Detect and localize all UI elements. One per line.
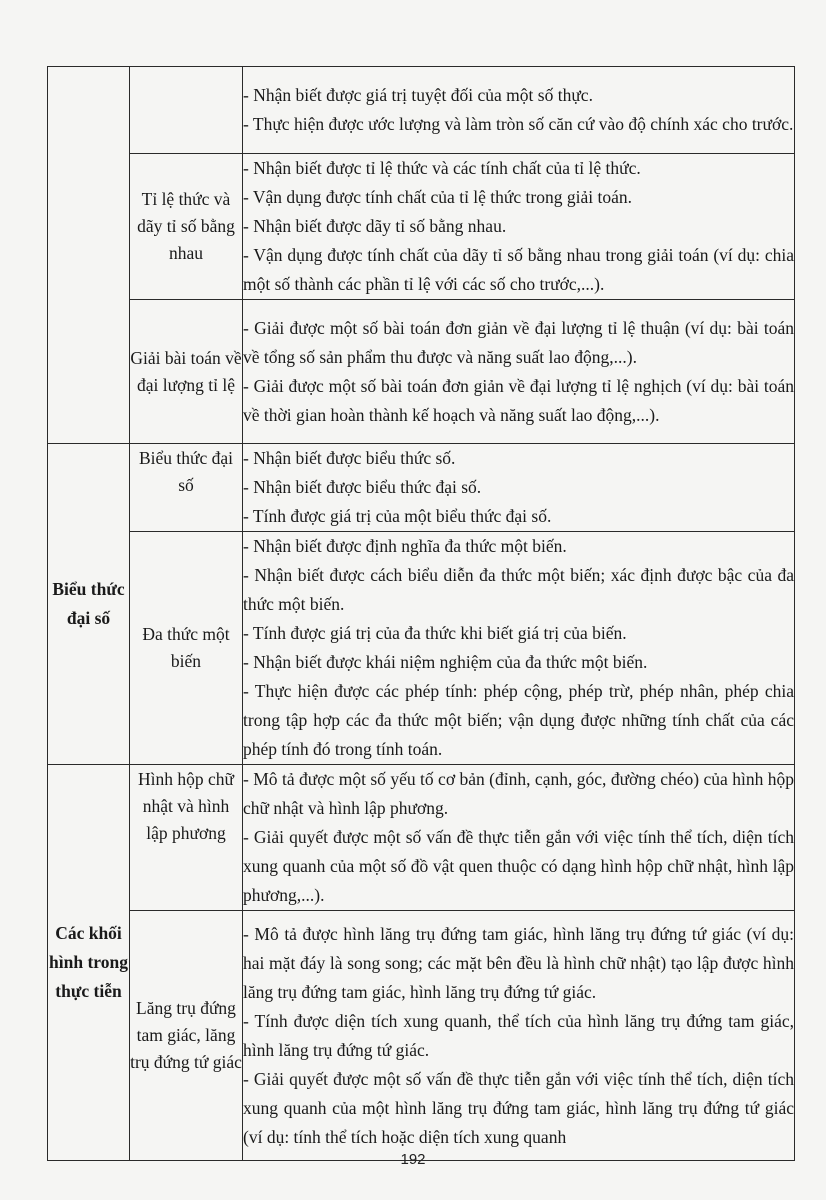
requirements-cell xyxy=(243,911,795,1161)
requirement-item: - Nhận biết được khái niệm nghiệm của đa thức một biến. xyxy=(243,652,648,672)
requirement-item: - Vận dụng được tính chất của dãy tỉ số bằng nhau trong giải toán (ví dụ: chia một số thành các phần tỉ lệ với các số cho trước,...). xyxy=(243,245,794,294)
requirements-cell xyxy=(243,154,795,300)
requirement-item: - Nhận biết được định nghĩa đa thức một biến. xyxy=(243,536,567,556)
page-number: 192 xyxy=(400,1151,426,1168)
table-row xyxy=(48,67,795,154)
topic-cell: Hình hộp chữ nhật và hình lập phương xyxy=(130,765,243,911)
requirement-item: - Nhận biết được dãy tỉ số bằng nhau. xyxy=(243,216,507,236)
table-row xyxy=(48,444,795,532)
requirements-cell xyxy=(243,765,795,911)
requirement-item: - Vận dụng được tính chất của tỉ lệ thức trong giải toán. xyxy=(243,187,632,207)
table-row xyxy=(48,765,795,911)
table-row xyxy=(48,911,795,1161)
requirements-cell xyxy=(243,67,795,154)
requirement-item: - Giải quyết được một số vấn đề thực tiễn gắn với việc tính thể tích, diện tích xung quanh của một hình lăng trụ đứng tam giác, hình lăng trụ đứng tứ giác (ví dụ: tính thể tích hoặc diện tích xung quanh xyxy=(243,1068,794,1147)
requirement-item: - Giải được một số bài toán đơn giản về đại lượng tỉ lệ thuận (ví dụ: bài toán về tổng số sản phẩm thu được và năng suất lao động,...). xyxy=(243,317,794,367)
table-row xyxy=(48,154,795,300)
requirement-item: - Thực hiện được ước lượng và làm tròn số căn cứ vào độ chính xác cho trước. xyxy=(243,114,794,134)
curriculum-table xyxy=(47,66,795,1161)
requirements-cell xyxy=(243,444,795,532)
requirement-item: - Mô tả được một số yếu tố cơ bản (đỉnh, cạnh, góc, đường chéo) của hình hộp chữ nhật và hình lập phương. xyxy=(243,769,794,818)
main-topic-cell: Biểu thức đại số xyxy=(48,444,130,765)
requirement-item: - Tính được diện tích xung quanh, thể tích của hình lăng trụ đứng tam giác, hình lăng trụ đứng tứ giác. xyxy=(243,1010,794,1060)
main-topic-cell xyxy=(48,67,130,444)
table-row xyxy=(48,300,795,444)
requirement-item: - Tính được giá trị của đa thức khi biết giá trị của biến. xyxy=(243,623,627,643)
topic-cell: Giải bài toán về đại lượng tỉ lệ xyxy=(130,300,243,444)
table-row xyxy=(48,532,795,765)
topic-cell xyxy=(130,67,243,154)
requirement-item: - Giải quyết được một số vấn đề thực tiễn gắn với việc tính thể tích, diện tích xung quanh của một số đồ vật quen thuộc có dạng hình hộp chữ nhật, hình lập phương,...). xyxy=(243,827,794,905)
topic-cell: Biểu thức đại số xyxy=(130,444,243,532)
requirement-item: - Nhận biết được tỉ lệ thức và các tính chất của tỉ lệ thức. xyxy=(243,158,641,178)
requirement-item: - Nhận biết được biểu thức số. xyxy=(243,448,456,468)
requirements-cell xyxy=(243,532,795,765)
requirement-item: - Mô tả được hình lăng trụ đứng tam giác, hình lăng trụ đứng tứ giác (ví dụ: hai mặt đáy là song song; các mặt bên đều là hình chữ nhật) tạo lập được hình lăng trụ đứng tam giác, hình lăng trụ đứng tứ giác. xyxy=(243,923,794,1002)
main-topic-cell: Các khối hình trong thực tiễn xyxy=(48,765,130,1161)
topic-cell: Tỉ lệ thức và dãy tỉ số bằng nhau xyxy=(130,154,243,300)
requirement-item: - Tính được giá trị của một biểu thức đại số. xyxy=(243,506,552,526)
requirement-item: - Nhận biết được giá trị tuyệt đối của một số thực. xyxy=(243,85,593,105)
requirement-item: - Thực hiện được các phép tính: phép cộng, phép trừ, phép nhân, phép chia trong tập hợp các đa thức một biến; vận dụng được những tính chất của các phép tính đó trong tính toán. xyxy=(243,681,794,759)
requirements-cell xyxy=(243,300,795,444)
requirement-item: - Nhận biết được biểu thức đại số. xyxy=(243,477,482,497)
topic-cell: Đa thức một biến xyxy=(130,532,243,765)
requirement-item: - Giải được một số bài toán đơn giản về đại lượng tỉ lệ nghịch (ví dụ: bài toán về thời gian hoàn thành kế hoạch và năng suất lao động,...). xyxy=(243,375,794,425)
topic-cell: Lăng trụ đứng tam giác, lăng trụ đứng tứ giác xyxy=(130,911,243,1161)
requirement-item: - Nhận biết được cách biểu diễn đa thức một biến; xác định được bậc của đa thức một biến. xyxy=(243,565,794,614)
